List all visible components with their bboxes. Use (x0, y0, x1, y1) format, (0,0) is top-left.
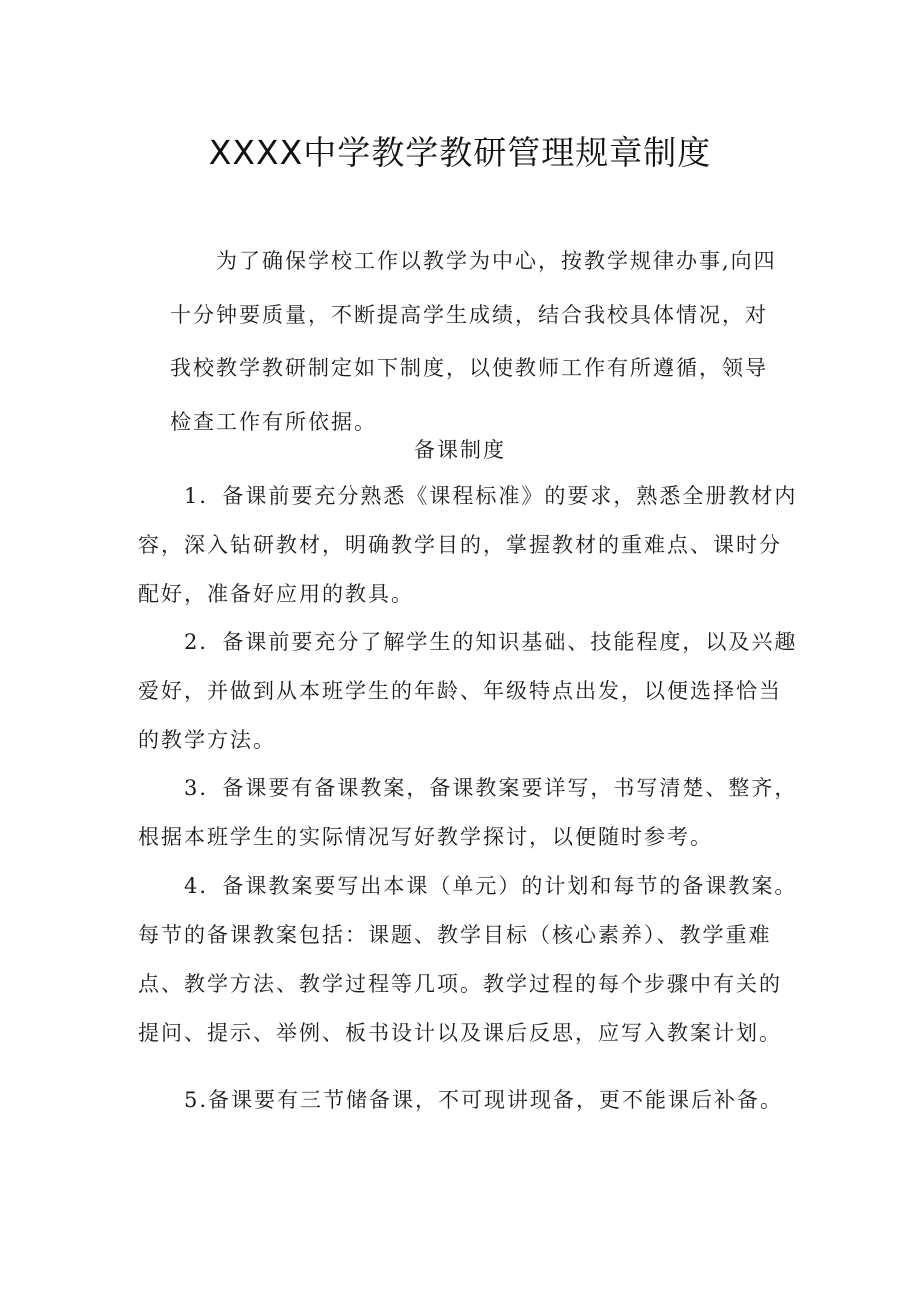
rule-item-2: 2．备课前要充分了解学生的知识基础、技能程度，以及兴趣爱好，并做到从本班学生的年龄、年级特点出发，以便选择恰当的教学方法。 (138, 630, 798, 752)
rule-item-3: 3．备课要有备课教案，备课教案要详写，书写清楚、整齐，根据本班学生的实际情况写好教学探讨，以便随时参考。 (138, 776, 798, 849)
rule-item-1: 1．备课前要充分熟悉《课程标准》的要求，熟悉全册教材内容，深入钻研教材，明确教学目的，掌握教材的重难点、课时分配好，准备好应用的教具。 (138, 484, 798, 606)
section-title: 备课制度 (414, 438, 506, 462)
rule-item-5: 5.备课要有三节储备课，不可现讲现备，更不能课后补备。 (184, 1088, 784, 1112)
rule-item-4: 4．备课教案要写出本课（单元）的计划和每节的备课教案。每节的备课教案包括：课题、教学目标（核心素养）、教学重难点、教学方法、教学过程等几项。教学过程的每个步骤中有关的提问、提示、举例、板书设计以及课后反思，应写入教案计划。 (138, 874, 798, 1045)
document-title: XXXX中学教学教研管理规章制度 (208, 133, 712, 172)
intro-paragraph: 为了确保学校工作以教学为中心，按教学规律办事,向四十分钟要质量，不断提高学生成绩，结合我校具体情况，对我校教学教研制定如下制度，以使教师工作有所遵循，领导检查工作有所依据。 (170, 249, 777, 434)
